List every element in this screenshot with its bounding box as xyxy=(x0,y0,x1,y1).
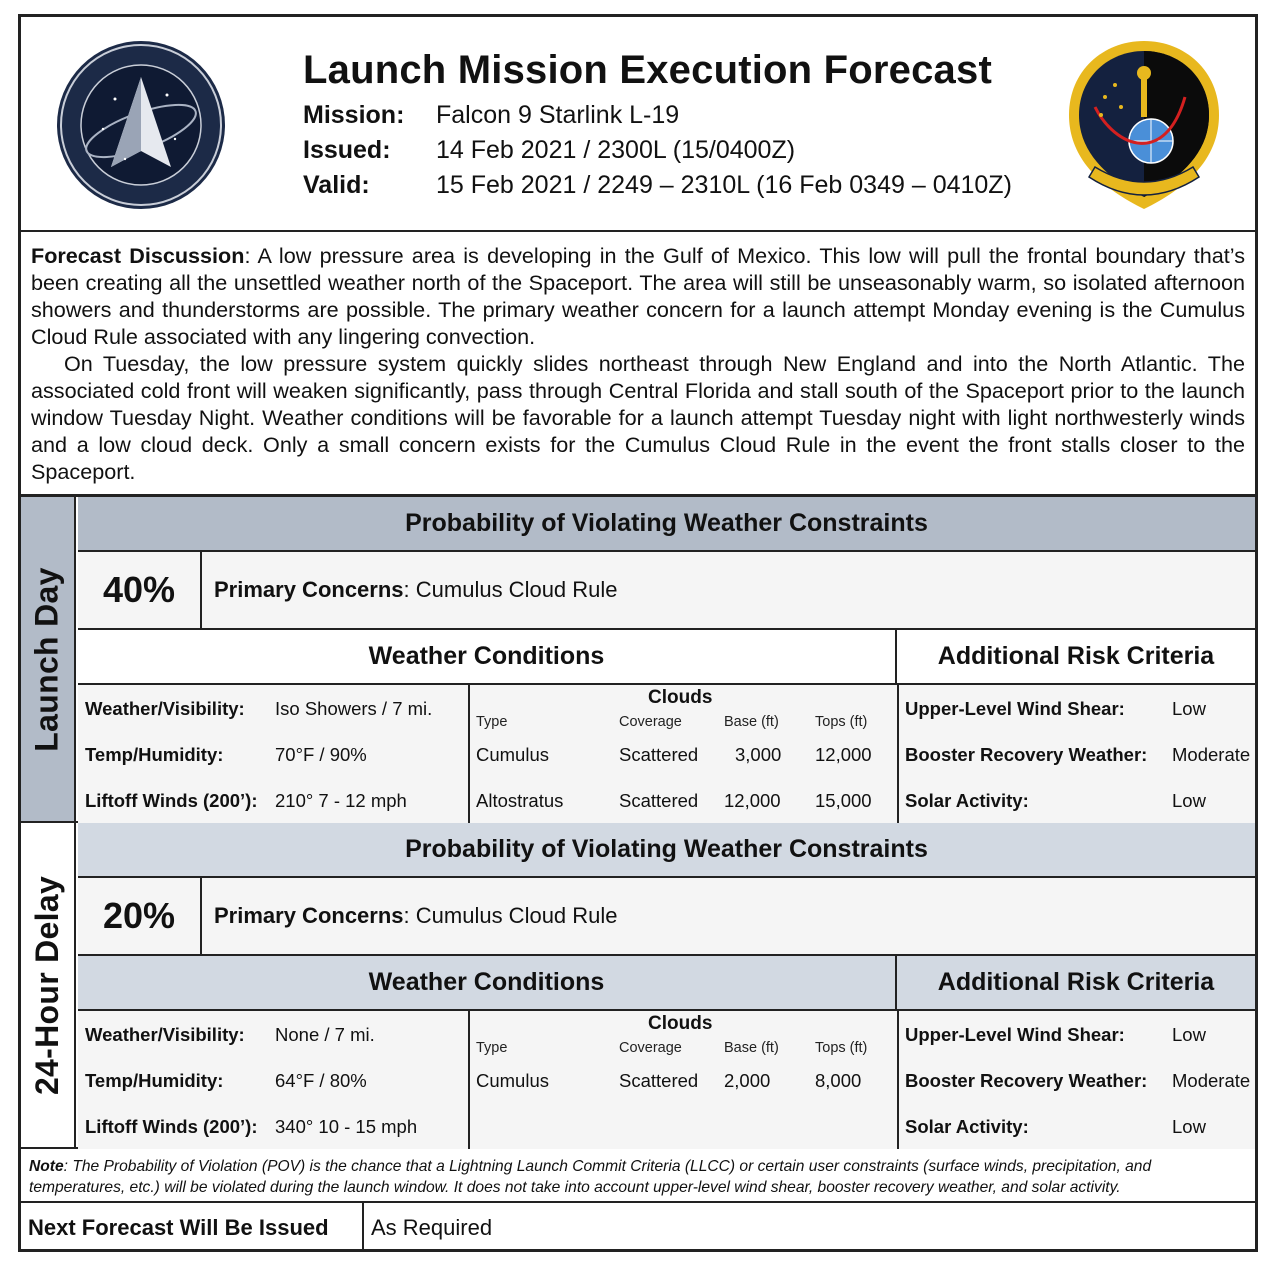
45th-weather-squadron-patch-icon xyxy=(1065,37,1223,213)
pov-value: 20% xyxy=(78,878,202,954)
additional-risk-header: Additional Risk Criteria xyxy=(897,630,1255,685)
cloud-base: 12,000 xyxy=(724,790,781,811)
upper-level-wind-shear-label: Upper-Level Wind Shear: xyxy=(905,698,1125,719)
cloud-type: Cumulus xyxy=(476,1070,549,1091)
discussion-label: Forecast Discussion xyxy=(31,243,245,268)
clouds-coverage-header: Coverage xyxy=(619,1040,682,1056)
booster-recovery-weather-label: Booster Recovery Weather: xyxy=(905,744,1148,765)
booster-recovery-weather-label: Booster Recovery Weather: xyxy=(905,1070,1148,1091)
delay-24h-label: 24-Hour Delay xyxy=(21,823,76,1147)
solar-activity-value: Low xyxy=(1172,790,1206,811)
cloud-tops: 12,000 xyxy=(815,744,872,765)
cloud-type: Altostratus xyxy=(476,790,564,811)
clouds-coverage-header: Coverage xyxy=(619,714,682,730)
launch-day-label: Launch Day xyxy=(21,497,76,821)
clouds-type-header: Type xyxy=(476,1040,508,1056)
forecast-discussion: Forecast Discussion: A low pressure area is developing in the Gulf of Mexico. This low will pull the frontal boundary that’s been creating all the unsettled weather north of the Spaceport. The area will still be unseasonably warm, so isolated afternoon showers and thunderstorms are possible. The primary weather concern for a launch attempt Monday evening is the Cumulus Cloud Rule associated with any lingering convection. On Tuesday, the low pressure system quickly slides northeast through New England and into the North Atlantic. The associated cold front will weaken significantly, pass through Central Florida and stall south of the Spaceport prior to the launch window Tuesday Night. Weather conditions will be favorable for a launch attempt Tuesday night with light northwesterly winds and a low cloud deck. Only a small concern exists for the Cumulus Cloud Rule in the event the front stalls closer to the Spaceport. xyxy=(21,232,1255,497)
clouds-header: Clouds xyxy=(648,687,713,708)
clouds-type-header: Type xyxy=(476,714,508,730)
weather-conditions-header: Weather Conditions xyxy=(78,956,897,1011)
valid-row xyxy=(303,171,1012,200)
weather-conditions-header: Weather Conditions xyxy=(78,630,897,685)
mission-label: Mission: xyxy=(303,101,405,129)
weather-visibility-value: Iso Showers / 7 mi. xyxy=(275,698,433,719)
primary-concerns: Primary Concerns : Cumulus Cloud Rule xyxy=(214,577,618,602)
page-title: Launch Mission Execution Forecast xyxy=(303,48,992,92)
next-forecast-label: Next Forecast Will Be Issued xyxy=(21,1203,364,1252)
pov-note: Note: The Probability of Violation (POV) is the chance that a Lightning Launch Commit Criteria (LLCC) or certain user constraints (surface winds, precipitation, and temperatures, etc.) will be violated during the launch window. It does not take into account upper-level wind shear, booster recovery weather, and solar activity. xyxy=(21,1149,1255,1203)
booster-recovery-weather-value: Moderate xyxy=(1172,744,1251,765)
upper-level-wind-shear-value: Low xyxy=(1172,1024,1206,1045)
primary-concerns: Primary Concerns : Cumulus Cloud Rule xyxy=(214,903,618,928)
solar-activity-value: Low xyxy=(1172,1116,1206,1137)
delay-24h-section xyxy=(21,823,1255,1149)
pov-header: Probability of Violating Weather Constraints xyxy=(78,823,1255,878)
mission-value: Falcon 9 Starlink L-19 xyxy=(436,101,680,129)
liftoff-winds-label: Liftoff Winds (200’): xyxy=(85,1116,258,1137)
space-force-seal-icon xyxy=(55,39,227,211)
pov-header: Probability of Violating Weather Constraints xyxy=(78,497,1255,552)
upper-level-wind-shear-label: Upper-Level Wind Shear: xyxy=(905,1024,1125,1045)
cloud-tops: 8,000 xyxy=(815,1070,862,1091)
clouds-tops-header: Tops (ft) xyxy=(815,714,868,730)
discussion-paragraph-2: On Tuesday, the low pressure system quickly slides northeast through New England and into the North Atlantic. The associated cold front will weaken significantly, pass through Central Florida and stall south of the Spaceport prior to the launch window Tuesday Night. Weather conditions will be favorable for a launch attempt Tuesday night with light northwesterly winds and a low cloud deck. Only a small concern exists for the Cumulus Cloud Rule in the event the front stalls closer to the Spaceport. xyxy=(31,351,1245,484)
weather-visibility-label: Weather/Visibility: xyxy=(85,1024,245,1045)
clouds-base-header: Base (ft) xyxy=(724,714,779,730)
cloud-coverage: Scattered xyxy=(619,790,699,811)
valid-label: Valid: xyxy=(303,171,370,199)
temp-humidity-value: 64°F / 80% xyxy=(275,1070,367,1091)
temp-humidity-value: 70°F / 90% xyxy=(275,744,367,765)
delay-24h-data xyxy=(78,1011,1255,1149)
weather-visibility-value: None / 7 mi. xyxy=(275,1024,375,1045)
clouds-tops-header: Tops (ft) xyxy=(815,1040,868,1056)
header xyxy=(21,17,1255,232)
pov-row xyxy=(78,552,1255,630)
weather-visibility-label: Weather/Visibility: xyxy=(85,698,245,719)
liftoff-winds-label: Liftoff Winds (200’): xyxy=(85,790,258,811)
cloud-base: 3,000 xyxy=(735,744,782,765)
launch-day-data xyxy=(78,685,1255,823)
next-forecast-row xyxy=(21,1203,1255,1252)
temp-humidity-label: Temp/Humidity: xyxy=(85,744,224,765)
issued-row xyxy=(303,136,795,165)
issued-value: 14 Feb 2021 / 2300L (15/0400Z) xyxy=(436,136,796,164)
additional-risk-header: Additional Risk Criteria xyxy=(897,956,1255,1011)
pov-row xyxy=(78,878,1255,956)
next-forecast-value: As Required xyxy=(371,1214,493,1240)
launch-day-section xyxy=(21,497,1255,823)
solar-activity-label: Solar Activity: xyxy=(905,1116,1029,1137)
booster-recovery-weather-value: Moderate xyxy=(1172,1070,1251,1091)
forecast-sheet xyxy=(18,14,1258,1252)
cloud-base: 2,000 xyxy=(724,1070,771,1091)
liftoff-winds-value: 340° 10 - 15 mph xyxy=(275,1116,418,1137)
clouds-header: Clouds xyxy=(648,1013,713,1034)
temp-humidity-label: Temp/Humidity: xyxy=(85,1070,224,1091)
cloud-coverage: Scattered xyxy=(619,1070,699,1091)
cloud-coverage: Scattered xyxy=(619,744,699,765)
upper-level-wind-shear-value: Low xyxy=(1172,698,1206,719)
pov-value: 40% xyxy=(78,552,202,628)
discussion-paragraph-1: A low pressure area is developing in the Gulf of Mexico. This low will pull the frontal boundary that’s been creating all the unsettled weather north of the Spaceport. The area will still be unseasonably warm, so isolated afternoon showers and thunderstorms are possible. The primary weather concern for a launch attempt Monday evening is the Cumulus Cloud Rule associated with any lingering convection. xyxy=(31,243,1246,349)
issued-label: Issued: xyxy=(303,136,391,164)
clouds-base-header: Base (ft) xyxy=(724,1040,779,1056)
solar-activity-label: Solar Activity: xyxy=(905,790,1029,811)
cloud-type: Cumulus xyxy=(476,744,549,765)
liftoff-winds-value: 210° 7 - 12 mph xyxy=(275,790,407,811)
cloud-tops: 15,000 xyxy=(815,790,872,811)
mission-row xyxy=(303,101,679,130)
valid-value: 15 Feb 2021 / 2249 – 2310L (16 Feb 0349 – 0410Z) xyxy=(436,171,1012,199)
